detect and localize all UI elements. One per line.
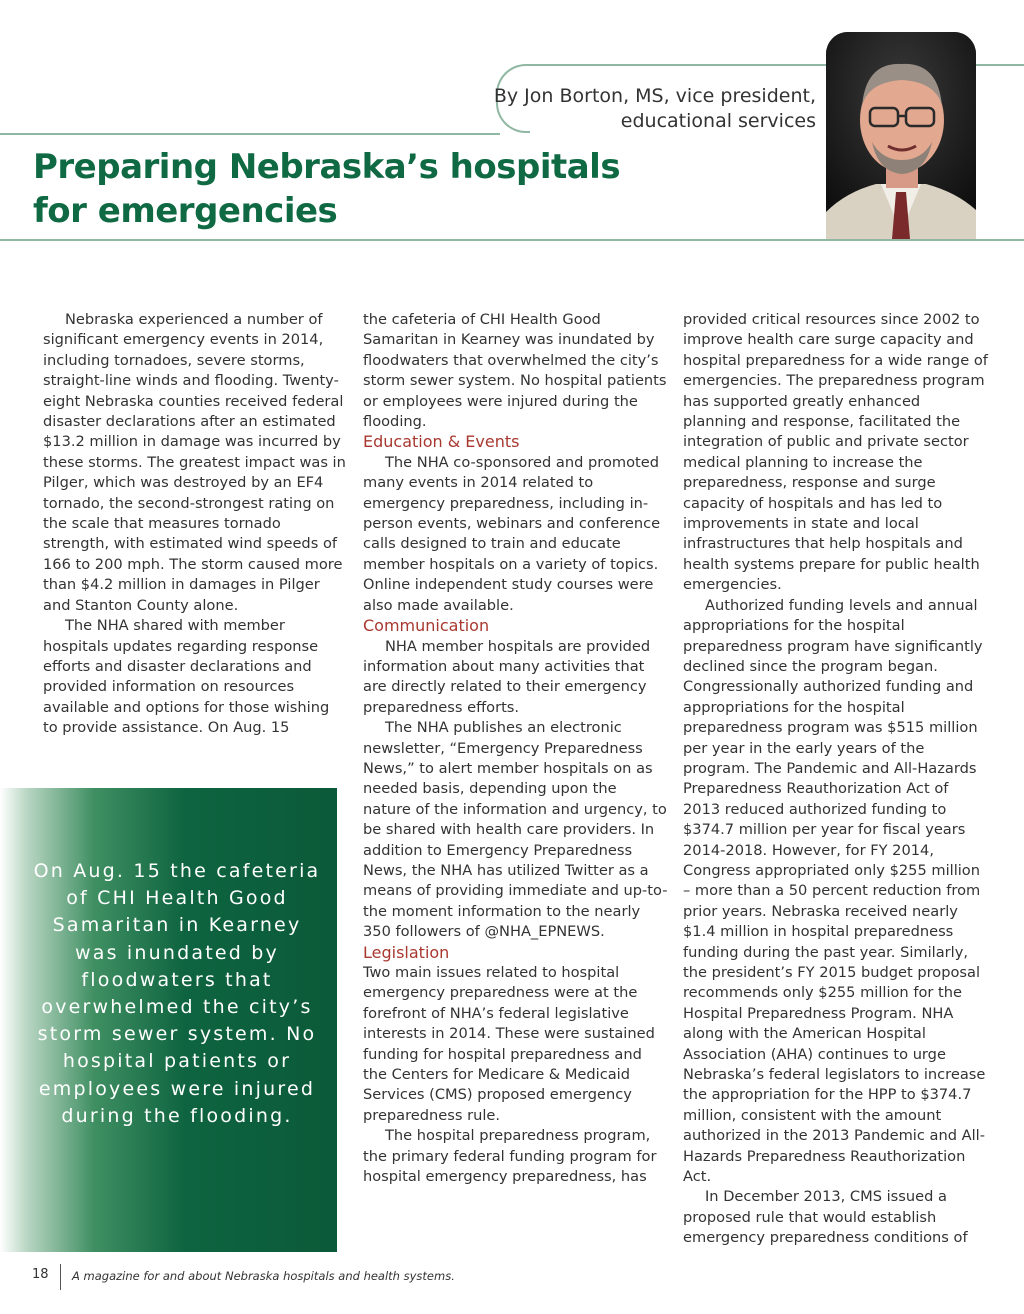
article-column-2 — [363, 310, 668, 1187]
section-heading: Education & Events — [363, 432, 520, 452]
paragraph: The NHA co-sponsored and promoted many events in 2014 related to emergency preparedness, including in-person events, webinars and conference calls designed to train and educate member hospitals on a variety of topics. Online independent study courses were also made available. — [363, 453, 661, 614]
header-rule-bottom — [0, 239, 1024, 241]
title-line-2: for emergencies — [33, 191, 338, 231]
paragraph: The NHA publishes an electronic newsletter, “Emergency Preparedness News,” to alert member hospitals on as needed basis, depending upon the nature of the information and urgency, to be shared with health care providers. In addition to Emergency Preparedness News, the NHA has utilized Twitter as a means of providing immediate and up-to-the moment information to the nearly 350 followers of @NHA_EPNEWS. — [363, 719, 668, 941]
header-rule-left — [0, 133, 500, 135]
paragraph: Authorized funding levels and annual appropriations for the hospital preparedness program have significantly declined since the program began. Congressionally authorized funding and appropriations for the hospital preparedness program was $515 million per year in the early years of the program. The Pandemic and All-Hazards Preparedness Reauthorization Act of 2013 reduced authorized funding to $374.7 million per year for fiscal years 2014-2018. However, for FY 2014, Congress appropriated only $255 million – more than a 50 percent reduction from prior years. Nebraska received nearly $1.4 million in hospital preparedness funding during the past year. Similarly, the president’s FY 2015 budget proposal recommends only $255 million for the Hospital Preparedness Program. NHA along with the American Hospital Association (AHA) continues to urge Nebraska’s federal legislators to increase the appropriation for the HPP to $374.7 million, consistent with the amount authorized in the 2013 Pandemic and All-Hazards Preparedness Reauthorization Act. — [683, 596, 986, 1186]
author-portrait-icon — [826, 32, 976, 239]
byline: By Jon Borton, MS, vice president, educational services — [493, 85, 816, 132]
paragraph: In December 2013, CMS issued a proposed rule that would establish emergency preparedness conditions of — [683, 1188, 968, 1247]
paragraph: The hospital preparedness program, the primary federal funding program for hospital emergency preparedness, has — [363, 1127, 657, 1186]
header-rule-top — [527, 64, 827, 66]
footer-tagline: A magazine for and about Nebraska hospitals and health systems. — [72, 1269, 455, 1283]
paragraph: The NHA shared with member hospitals updates regarding response efforts and disaster declarations and provided information on resources available and options for those wishing to provide assistance. On Aug. 15 — [43, 617, 330, 737]
page-number: 18 — [32, 1267, 49, 1282]
section-heading: Legislation — [363, 942, 450, 962]
paragraph: NHA member hospitals are provided information about many activities that are directly related to their emergency preparedness efforts. — [363, 637, 651, 716]
header-rule-top-right — [975, 64, 1024, 66]
footer-divider — [60, 1264, 61, 1290]
pull-quote: On Aug. 15 the cafeteria of CHI Health Good Samaritan in Kearney was inundated by floodwaters that overwhelmed the city’s storm sewer system. No hospital patients or employees were injured during the flooding. — [33, 860, 321, 1127]
article-column-3 — [683, 310, 988, 1249]
paragraph: the cafeteria of CHI Health Good Samaritan in Kearney was inundated by floodwaters that overwhelmed the city’s storm sewer system. No hospital patients or employees were injured during the flooding. — [363, 311, 667, 431]
title-line-1: Preparing Nebraska’s hospitals — [33, 147, 621, 187]
pull-quote-box — [0, 788, 337, 1252]
article-column-1 — [43, 310, 348, 739]
author-photo — [826, 32, 976, 239]
paragraph: Nebraska experienced a number of significant emergency events in 2014, including tornadoes, severe storms, straight-line winds and flooding. Twenty-eight Nebraska counties received federal disaster declarations after an estimated $13.2 million in damage was incurred by these storms. The greatest impact was in Pilger, which was destroyed by an EF4 tornado, the second-strongest rating on the scale that measures tornado strength, with estimated wind speeds of 166 to 200 mph. The storm caused more than $4.2 million in damages in Pilger and Stanton County alone. — [43, 311, 346, 614]
page-footer — [0, 1264, 1024, 1290]
paragraph: provided critical resources since 2002 to improve health care surge capacity and hospital preparedness for a wide range of emergencies. The preparedness program has supported greatly enhanced planning and response, facilitated the integration of public and private sector medical planning to increase the preparedness, response and surge capacity of hospitals and has led to improvements in state and local infrastructures that help hospitals and health systems prepare for public health emergencies. — [683, 311, 988, 594]
section-heading: Communication — [363, 616, 490, 636]
page-title — [33, 145, 620, 233]
paragraph: Two main issues related to hospital emergency preparedness were at the forefront of NHA’s federal legislative interests in 2014. These were sustained funding for hospital preparedness and the Centers for Medicare & Medicaid Services (CMS) proposed emergency preparedness rule. — [363, 964, 655, 1124]
